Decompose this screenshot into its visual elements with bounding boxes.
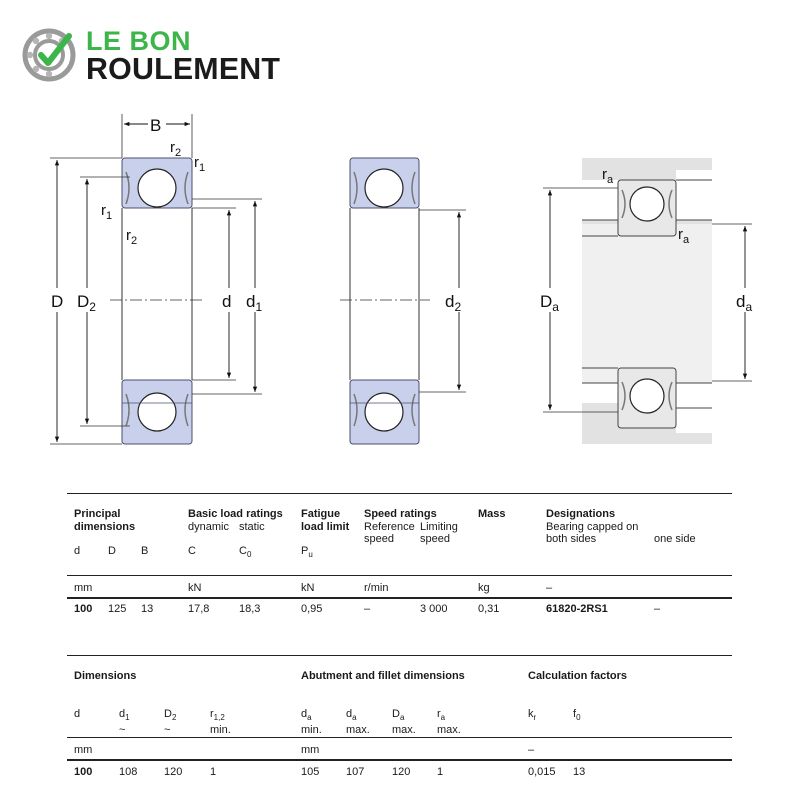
sym-C: C <box>188 545 196 557</box>
cell2-da-min: 105 <box>301 766 320 778</box>
cell2-r12: 1 <box>210 766 217 778</box>
label-r1-side: $r_1$ <box>101 202 113 222</box>
brand-line-2: ROULEMENT <box>86 51 281 86</box>
rule-t2-mid <box>67 737 732 738</box>
unit-mm: mm <box>74 582 93 594</box>
unit2-mm: mm <box>74 744 93 756</box>
label-r2-top: $r_2$ <box>170 139 182 159</box>
sym2-r12: $r_{1,2}$ min. <box>210 708 231 737</box>
cell-Pu: 0,95 <box>301 603 323 615</box>
header-static: static <box>239 521 265 533</box>
sym2-ra-max: $r_a$ max. <box>437 708 461 737</box>
brand-logo <box>22 26 302 86</box>
header-limiting: Limiting <box>420 521 458 533</box>
cell-C: 17,8 <box>188 603 210 615</box>
rule-t1-data <box>67 597 732 599</box>
cell-ref-speed: – <box>364 603 371 615</box>
cell-one-side: – <box>654 603 661 615</box>
bearing-drawing <box>0 100 800 460</box>
sym2-d: d <box>74 708 81 720</box>
label-ra-top: $r_a$ <box>602 166 614 186</box>
cell-B: 13 <box>141 603 154 615</box>
header-dimensions-2: Dimensions <box>74 670 137 682</box>
sym2-da-min: $d_a$ min. <box>301 708 322 737</box>
sym2-D2: $D_2$ ~ <box>164 708 177 737</box>
header-lim-speed: speed <box>420 533 450 545</box>
sym-B: B <box>141 545 149 557</box>
cell2-Da-max: 120 <box>392 766 411 778</box>
sym-C0: $C_0$ <box>239 545 252 560</box>
label-da: $d_a$ <box>736 292 753 314</box>
header-dimensions: dimensions <box>74 521 136 533</box>
bearing-check-icon <box>22 26 80 84</box>
header-calc: Calculation factors <box>528 670 628 682</box>
label-ra-side: $r_a$ <box>678 226 690 246</box>
header-speed: Speed ratings <box>364 508 437 520</box>
sym-d: d <box>74 545 81 557</box>
header-abutment: Abutment and fillet dimensions <box>301 670 465 682</box>
unit-dash: – <box>546 582 553 594</box>
cell2-ra-max: 1 <box>437 766 444 778</box>
sym-Pu: $P_u$ <box>301 545 313 560</box>
cell-d: 100 <box>74 603 93 615</box>
header-basic-load: Basic load ratings <box>188 508 283 520</box>
header-designations: Designations <box>546 508 616 520</box>
section-view-d2 <box>340 158 466 444</box>
rule-t2-top <box>67 655 732 656</box>
cell2-d: 100 <box>74 766 93 778</box>
label-r2-side: $r_2$ <box>126 227 138 247</box>
section-view-main <box>50 114 262 444</box>
unit-kg: kg <box>478 582 490 594</box>
rule-t1-mid <box>67 575 732 576</box>
cell-C0: 18,3 <box>239 603 261 615</box>
label-d2: $d_2$ <box>445 292 462 314</box>
unit2-mm-abutment: mm <box>301 744 320 756</box>
unit-rmin: r/min <box>364 582 389 594</box>
cell2-D2: 120 <box>164 766 183 778</box>
header-one-side: one side <box>654 533 696 545</box>
sym2-da-max: $d_a$ max. <box>346 708 370 737</box>
sym2-d1: $d_1$ ~ <box>119 708 130 737</box>
header-capped: Bearing capped on <box>546 521 639 533</box>
cell2-kr: 0,015 <box>528 766 556 778</box>
sym2-f0: $f_0$ <box>573 708 581 723</box>
header-principal: Principal <box>74 508 121 520</box>
header-mass: Mass <box>478 508 506 520</box>
rule-t1-top <box>67 493 732 494</box>
sym2-kr: $k_r$ <box>528 708 537 723</box>
cell2-da-max: 107 <box>346 766 365 778</box>
header-fatigue: Fatigue <box>301 508 341 520</box>
label-D: D <box>51 292 64 311</box>
label-D2: $D_2$ <box>77 292 96 314</box>
rule-t2-data <box>67 759 732 761</box>
header-ref-speed: speed <box>364 533 394 545</box>
label-Da: $D_a$ <box>540 292 559 314</box>
sym2-Da-max: $D_a$ max. <box>392 708 416 737</box>
unit2-dash: – <box>528 744 535 756</box>
label-d1: $d_1$ <box>246 292 263 314</box>
label-r1-top: $r_1$ <box>194 154 206 174</box>
header-reference: Reference <box>364 521 415 533</box>
label-d: d <box>222 292 232 311</box>
sym-D: D <box>108 545 116 557</box>
cell-D: 125 <box>108 603 127 615</box>
brand-line-1: LE BON <box>86 26 192 56</box>
cell-mass: 0,31 <box>478 603 500 615</box>
unit-kN: kN <box>188 582 202 594</box>
abutment-view <box>540 158 752 444</box>
cell2-f0: 13 <box>573 766 586 778</box>
cell2-d1: 108 <box>119 766 138 778</box>
unit-kN-fatigue: kN <box>301 582 315 594</box>
header-load-limit: load limit <box>301 521 350 533</box>
header-dynamic: dynamic <box>188 521 229 533</box>
cell-designation: 61820-2RS1 <box>546 603 608 615</box>
cell-lim-speed: 3 000 <box>420 603 448 615</box>
label-B: B <box>150 116 162 135</box>
header-both-sides: both sides <box>546 533 597 545</box>
